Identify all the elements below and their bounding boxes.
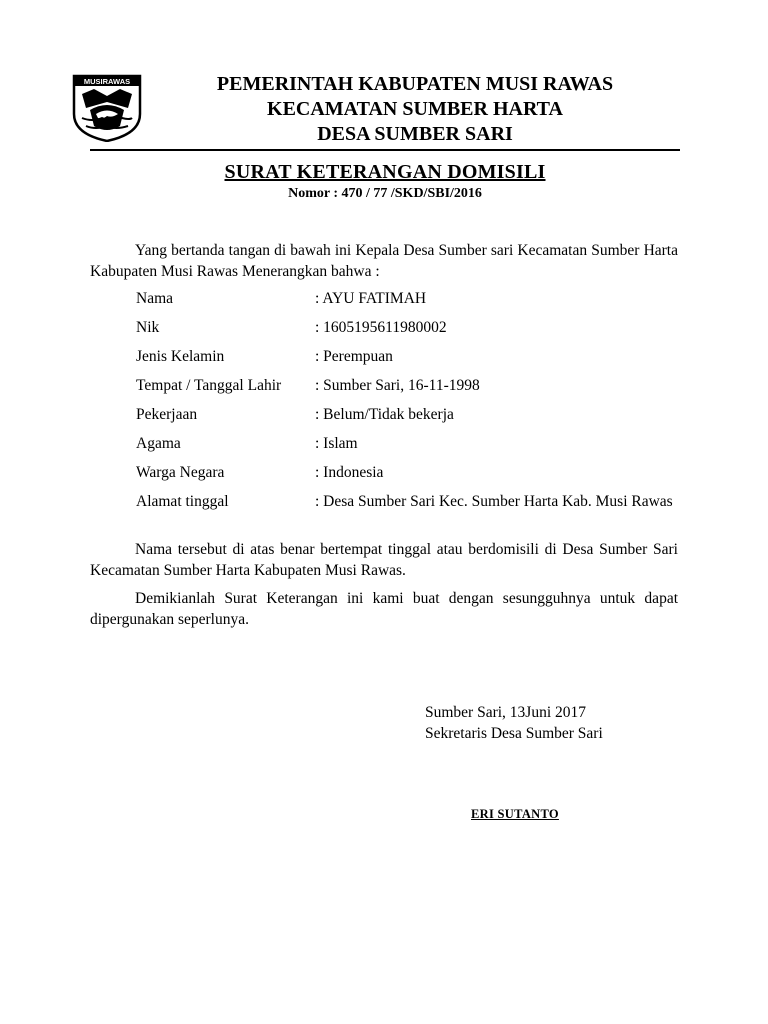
field-value: : Islam [315,435,358,452]
field-label: Tempat / Tanggal Lahir [136,377,282,394]
document-title: SURAT KETERANGAN DOMISILI [224,161,546,183]
field-row [136,347,681,367]
statement-paragraph [90,539,678,581]
field-row [136,289,681,309]
letterhead-divider [90,149,680,151]
field-value: : Indonesia [315,464,384,481]
field-value: : Desa Sumber Sari Kec. Sumber Harta Kab. Musi Rawas [315,493,673,510]
field-label: Jenis Kelamin [136,348,225,365]
signer-position: Sekretaris Desa Sumber Sari [425,725,603,742]
identity-fields [136,289,681,521]
document-number: Nomor : 470 / 77 /SKD/SBI/2016 [288,186,482,201]
field-value: : Sumber Sari, 16-11-1998 [315,377,480,394]
field-value: : Perempuan [315,348,393,365]
letterhead-line-3: DESA SUMBER SARI [317,123,513,145]
field-value: : 1605195611980002 [315,319,447,336]
field-label: Nik [136,319,160,336]
field-label: Nama [136,290,174,307]
field-row [136,376,681,396]
statement-text: Nama tersebut di atas benar bertempat tinggal atau berdomisili di Desa Sumber Sari Kecamatan Sumber Harta Kabupaten Musi Rawas. [90,541,678,579]
field-value: : Belum/Tidak bekerja [315,406,454,423]
signature-block [425,702,603,744]
intro-paragraph [90,240,678,282]
field-row [136,318,681,338]
field-row [136,463,681,483]
field-row [136,492,681,512]
letterhead-line-2: KECAMATAN SUMBER HARTA [267,98,563,120]
letterhead [90,72,680,147]
letterhead-line-1: PEMERINTAH KABUPATEN MUSI RAWAS [216,73,614,95]
field-label: Warga Negara [136,464,225,481]
field-label: Alamat tinggal [136,493,229,510]
field-label: Pekerjaan [136,406,198,423]
logo-text: MUSIRAWAS [83,77,131,86]
signer-name: ERI SUTANTO [471,807,559,821]
closing-paragraph [90,588,678,630]
intro-text: Yang bertanda tangan di bawah ini Kepala Desa Sumber sari Kecamatan Sumber Harta Kabupaten Musi Rawas Menerangkan bahwa : [90,242,678,280]
place-date: Sumber Sari, 13Juni 2017 [425,704,587,721]
field-row [136,405,681,425]
field-label: Agama [136,435,181,452]
field-row [136,434,681,454]
field-value: : AYU FATIMAH [315,290,427,307]
closing-text: Demikianlah Surat Keterangan ini kami buat dengan sesungguhnya untuk dapat dipergunakan seperlunya. [90,590,678,628]
